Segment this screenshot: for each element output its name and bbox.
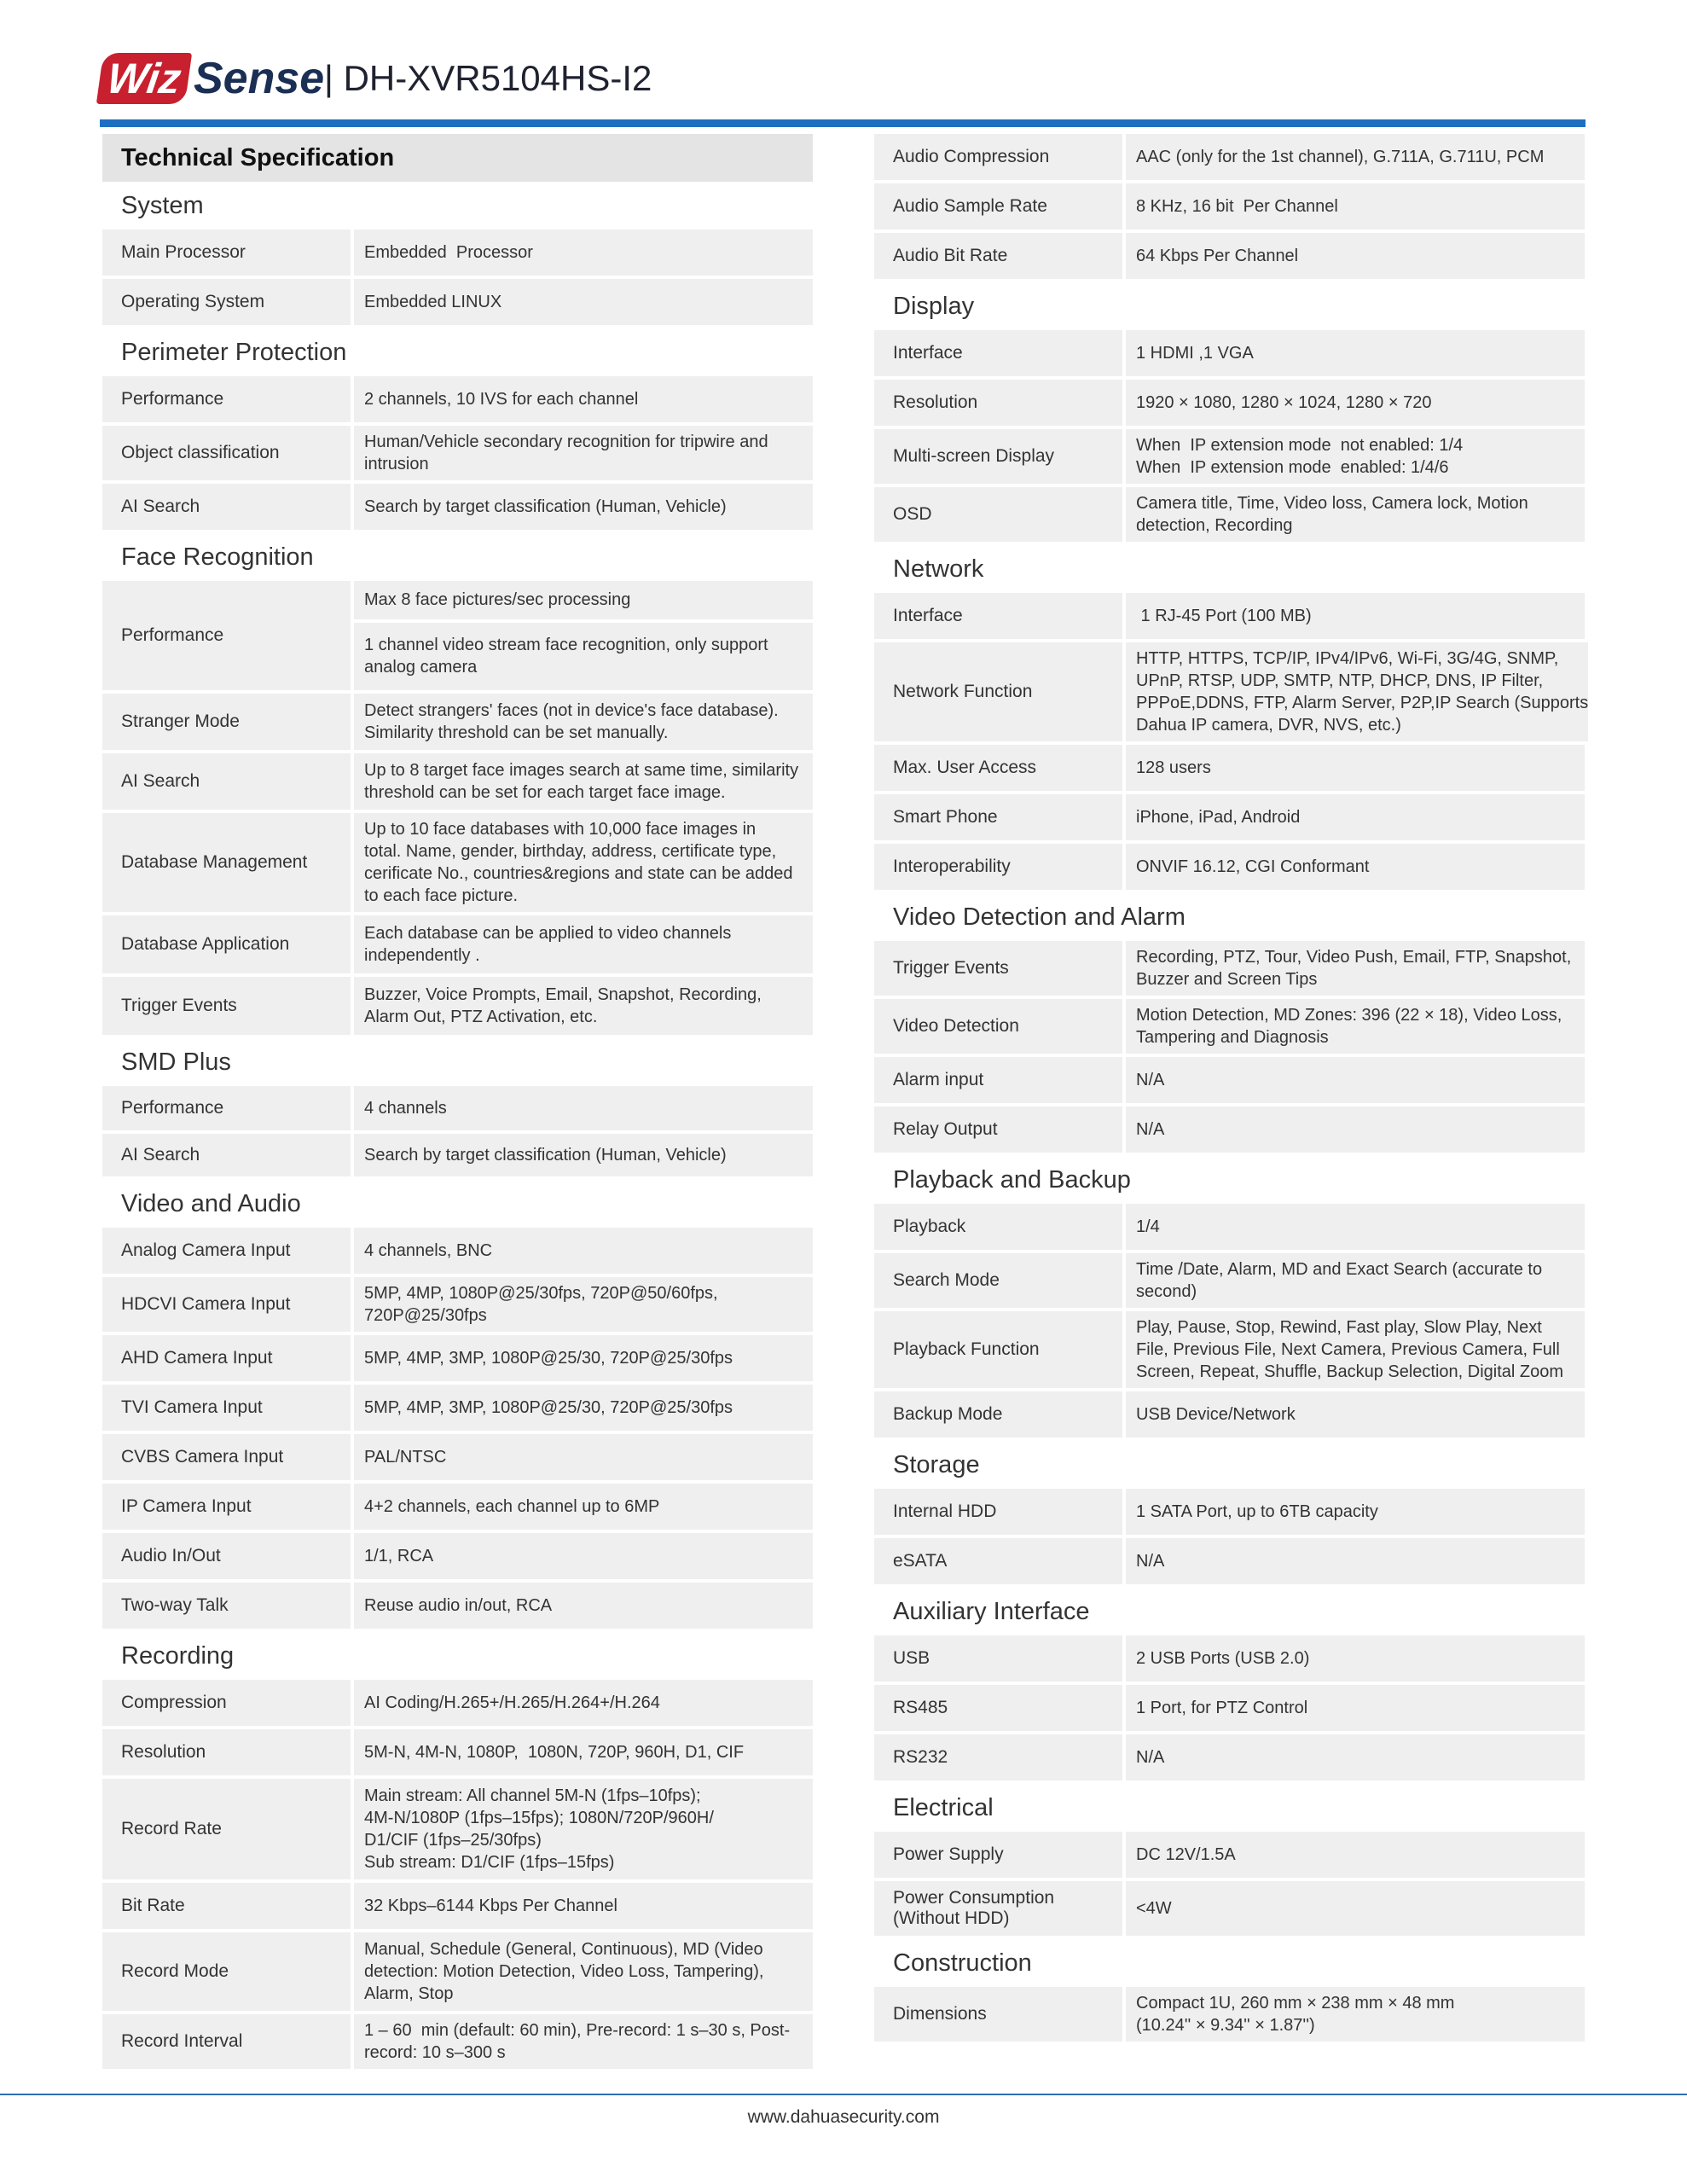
- section-title-auxiliary-interface: Auxiliary Interface: [893, 1598, 1090, 1625]
- spec-value: [1126, 134, 1585, 180]
- spec-row: [874, 183, 1585, 229]
- spec-value: [354, 376, 813, 422]
- spec-value-line: Search by target classification (Human, Vehicle): [364, 1146, 727, 1165]
- spec-label: Dimensions: [874, 1987, 1122, 2042]
- spec-value: [1126, 1311, 1585, 1388]
- spec-value: [1126, 233, 1585, 279]
- section-title-system: System: [121, 192, 204, 219]
- spec-value-line: Embedded LINUX: [364, 293, 502, 311]
- spec-row: [874, 487, 1585, 542]
- spec-row: [102, 1434, 813, 1480]
- spec-label: Alarm input: [874, 1057, 1122, 1103]
- spec-value: [1126, 1685, 1585, 1731]
- spec-value-line: detection: Motion Detection, Video Loss, Tampering),: [364, 1962, 764, 1981]
- spec-value-line: HTTP, HTTPS, TCP/IP, IPv4/IPv6, Wi-Fi, 3G/4G, SNMP,: [1136, 649, 1559, 668]
- spec-value: [1126, 745, 1585, 791]
- spec-value-line: Time /Date, Alarm, MD and Exact Search (accurate to: [1136, 1260, 1543, 1279]
- spec-value-line: 32 Kbps–6144 Kbps Per Channel: [364, 1896, 617, 1915]
- spec-value: [354, 623, 813, 690]
- page-header: [0, 0, 1687, 128]
- spec-value-line: to each face picture.: [364, 886, 519, 905]
- spec-row: [874, 429, 1585, 484]
- spec-label: Search Mode: [874, 1253, 1122, 1308]
- section-title-video-and-audio: Video and Audio: [121, 1190, 301, 1217]
- spec-label: Resolution: [102, 1729, 351, 1775]
- spec-value-line: UPnP, RTSP, UDP, SMTP, NTP, DHCP, DNS, IP Filter,: [1136, 671, 1544, 690]
- spec-row: [102, 1680, 813, 1726]
- spec-value-line: 1920 × 1080, 1280 × 1024, 1280 × 720: [1136, 393, 1432, 412]
- spec-row: [102, 977, 813, 1035]
- spec-value-group: [354, 581, 813, 690]
- spec-value-line: 5M-N, 4M-N, 1080P, 1080N, 720P, 960H, D1, CIF: [364, 1743, 745, 1762]
- spec-row: [874, 999, 1585, 1054]
- spec-label: Internal HDD: [874, 1489, 1122, 1535]
- spec-value: [354, 1385, 813, 1431]
- spec-label: Audio Compression: [874, 134, 1122, 180]
- spec-value: [354, 1335, 813, 1381]
- spec-value-line: intrusion: [364, 455, 429, 473]
- spec-value: [354, 1086, 813, 1130]
- spec-value-line: Recording, PTZ, Tour, Video Push, Email, FTP, Snapshot,: [1136, 948, 1572, 967]
- spec-value: [354, 279, 813, 325]
- spec-value-line: 1 RJ-45 Port (100 MB): [1136, 607, 1312, 625]
- section-title-face-recognition: Face Recognition: [121, 543, 314, 571]
- spec-title: Technical Specification: [102, 134, 813, 182]
- spec-value-line: <4W: [1136, 1899, 1172, 1918]
- spec-value-line: analog camera: [364, 658, 478, 677]
- spec-value-line: Play, Pause, Stop, Rewind, Fast play, Slow Play, Next: [1136, 1318, 1542, 1337]
- spec-row: [102, 426, 813, 480]
- spec-label: Multi-screen Display: [874, 429, 1122, 484]
- spec-value-line: 128 users: [1136, 758, 1211, 777]
- spec-value-line: 5MP, 4MP, 1080P@25/30fps, 720P@50/60fps,: [364, 1284, 718, 1303]
- spec-label: Resolution: [874, 380, 1122, 426]
- spec-label: Video Detection: [874, 999, 1122, 1054]
- right-sections: [874, 134, 1589, 2042]
- spec-value-line: 4 channels: [364, 1099, 447, 1118]
- spec-label: RS485: [874, 1685, 1122, 1731]
- spec-row: [102, 915, 813, 973]
- spec-column-left: [102, 134, 813, 2072]
- spec-value-line: Tampering and Diagnosis: [1136, 1028, 1329, 1047]
- spec-row: [102, 229, 813, 276]
- spec-row: [874, 642, 1589, 741]
- spec-value-line: 1 Port, for PTZ Control: [1136, 1699, 1308, 1717]
- spec-value: [1126, 1987, 1585, 2042]
- spec-value: [354, 694, 813, 750]
- spec-row: [874, 593, 1585, 639]
- spec-value-line: cerificate No., countries&regions and state can be added: [364, 864, 793, 883]
- spec-value-line: Sub stream: D1/CIF (1fps–15fps): [364, 1853, 615, 1872]
- spec-row: [874, 233, 1585, 279]
- spec-value: [354, 229, 813, 276]
- spec-row: [102, 2014, 813, 2069]
- spec-value: [354, 426, 813, 480]
- spec-row: [874, 1685, 1585, 1731]
- spec-value-line: Buzzer, Voice Prompts, Email, Snapshot, Recording,: [364, 985, 762, 1004]
- spec-value: [354, 1883, 813, 1929]
- spec-label: Object classification: [102, 426, 351, 480]
- spec-value-line: N/A: [1136, 1748, 1165, 1767]
- spec-value: [1126, 330, 1585, 376]
- spec-value-line: 1/4: [1136, 1217, 1160, 1236]
- spec-value-line: Main stream: All channel 5M-N (1fps–10fps);: [364, 1786, 701, 1805]
- spec-row: [102, 813, 813, 912]
- footer-url: www.dahuasecurity.com: [747, 2107, 940, 2127]
- spec-label: Analog Camera Input: [102, 1228, 351, 1274]
- spec-label: AI Search: [102, 753, 351, 810]
- spec-value: [1126, 1057, 1585, 1103]
- spec-value: [1126, 1635, 1585, 1682]
- spec-value-line: Alarm Out, PTZ Activation, etc.: [364, 1008, 598, 1026]
- spec-label: TVI Camera Input: [102, 1385, 351, 1431]
- spec-label: Operating System: [102, 279, 351, 325]
- spec-value-line: When IP extension mode enabled: 1/4/6: [1136, 458, 1449, 477]
- spec-row: [874, 1881, 1585, 1936]
- spec-row: [874, 1253, 1585, 1308]
- spec-value-line: Each database can be applied to video channels: [364, 924, 732, 943]
- spec-value-line: iPhone, iPad, Android: [1136, 808, 1301, 827]
- spec-label: Main Processor: [102, 229, 351, 276]
- spec-label: Trigger Events: [102, 977, 351, 1035]
- spec-value-line: D1/CIF (1fps–25/30fps): [364, 1831, 542, 1850]
- spec-value-line: Manual, Schedule (General, Continuous), MD (Video: [364, 1940, 763, 1959]
- spec-value: [354, 2014, 813, 2069]
- spec-value-line: N/A: [1136, 1120, 1165, 1139]
- spec-label: Record Mode: [102, 1932, 351, 2011]
- spec-value-line: When IP extension mode not enabled: 1/4: [1136, 436, 1464, 455]
- spec-label: CVBS Camera Input: [102, 1434, 351, 1480]
- spec-value-line: 1 – 60 min (default: 60 min), Pre-record: 1 s–30 s, Post-: [364, 2021, 791, 2040]
- spec-value: [1126, 844, 1585, 890]
- spec-value: [354, 1533, 813, 1579]
- spec-row: [874, 1107, 1585, 1153]
- spec-value: [1126, 183, 1585, 229]
- section-title-electrical: Electrical: [893, 1794, 994, 1821]
- spec-value-line: detection, Recording: [1136, 516, 1293, 535]
- spec-value-line: Compact 1U, 260 mm × 238 mm × 48 mm: [1136, 1994, 1455, 2013]
- spec-value-line: Max 8 face pictures/sec processing: [364, 590, 631, 610]
- spec-label: Audio In/Out: [102, 1533, 351, 1579]
- header-divider: [100, 119, 1586, 127]
- section-title-playback-and-backup: Playback and Backup: [893, 1166, 1131, 1194]
- spec-label: eSATA: [874, 1538, 1122, 1584]
- spec-value-line: USB Device/Network: [1136, 1405, 1296, 1424]
- spec-value: [354, 1729, 813, 1775]
- spec-label: Power Supply: [874, 1832, 1122, 1878]
- spec-label: Database Application: [102, 915, 351, 973]
- spec-row: [874, 134, 1585, 180]
- spec-row: [874, 1734, 1585, 1780]
- model-title: | DH-XVR5104HS-I2: [324, 58, 652, 98]
- spec-value: [1126, 380, 1585, 426]
- spec-value: [354, 581, 813, 619]
- spec-value-line: 1 channel video stream face recognition, only support: [364, 636, 768, 655]
- spec-row: [874, 794, 1585, 840]
- spec-label: AI Search: [102, 484, 351, 530]
- spec-row: [102, 484, 813, 530]
- spec-value: [354, 1434, 813, 1480]
- spec-row: [102, 1729, 813, 1775]
- spec-row: [102, 1134, 813, 1176]
- spec-value: [354, 1680, 813, 1726]
- spec-value: [1126, 941, 1585, 996]
- section-title-storage: Storage: [893, 1451, 980, 1478]
- spec-row: [102, 694, 813, 750]
- spec-value-line: Up to 10 face databases with 10,000 face images in: [364, 820, 757, 839]
- spec-label: Relay Output: [874, 1107, 1122, 1153]
- spec-value-line: 2 USB Ports (USB 2.0): [1136, 1649, 1310, 1668]
- spec-value: [354, 1484, 813, 1530]
- spec-row: [102, 1484, 813, 1530]
- spec-value-line: 1 HDMI ,1 VGA: [1136, 344, 1254, 363]
- spec-row: [102, 376, 813, 422]
- spec-row: [874, 1489, 1585, 1535]
- spec-value-line: threshold can be set for each target face image.: [364, 783, 726, 802]
- spec-value-line: AAC (only for the 1st channel), G.711A, G.711U, PCM: [1136, 148, 1545, 166]
- spec-label: Compression: [102, 1680, 351, 1726]
- spec-row: [102, 1883, 813, 1929]
- spec-value: [1126, 1489, 1585, 1535]
- spec-value-line: Detect strangers' faces (not in device's face database).: [364, 701, 779, 720]
- spec-value: [354, 1228, 813, 1274]
- spec-row: [102, 581, 813, 690]
- spec-value-line: independently .: [364, 946, 480, 965]
- left-sections: [102, 182, 813, 2069]
- spec-value: [1126, 1881, 1585, 1936]
- spec-value-line: Buzzer and Screen Tips: [1136, 970, 1318, 989]
- spec-row: [102, 279, 813, 325]
- spec-value: [1126, 1734, 1585, 1780]
- spec-value-line: ONVIF 16.12, CGI Conformant: [1136, 857, 1370, 876]
- spec-value-line: N/A: [1136, 1552, 1165, 1571]
- spec-value: [1126, 487, 1585, 542]
- spec-row: [102, 1932, 813, 2011]
- spec-value-line: Motion Detection, MD Zones: 396 (22 × 18), Video Loss,: [1136, 1006, 1562, 1025]
- spec-value-line: Screen, Repeat, Shuffle, Backup Selection, Digital Zoom: [1136, 1362, 1564, 1381]
- spec-value-line: 720P@25/30fps: [364, 1306, 487, 1325]
- section-title-construction: Construction: [893, 1949, 1032, 1977]
- spec-row: [874, 941, 1585, 996]
- spec-row: [874, 380, 1585, 426]
- spec-label: Playback: [874, 1204, 1122, 1250]
- spec-row: [874, 1987, 1585, 2042]
- spec-value: [354, 1779, 813, 1879]
- spec-value: [354, 977, 813, 1035]
- spec-row: [874, 1832, 1585, 1878]
- spec-value-line: 4+2 channels, each channel up to 6MP: [364, 1497, 660, 1516]
- spec-value-line: 64 Kbps Per Channel: [1136, 247, 1299, 265]
- spec-label: Performance: [102, 376, 351, 422]
- spec-value-line: second): [1136, 1282, 1197, 1301]
- spec-value-line: Similarity threshold can be set manually.: [364, 723, 669, 742]
- spec-value-line: Embedded Processor: [364, 243, 533, 262]
- spec-value: [1126, 1832, 1585, 1878]
- spec-value: [354, 484, 813, 530]
- spec-value-line: File, Previous File, Next Camera, Previous Camera, Full: [1136, 1340, 1560, 1359]
- spec-label: OSD: [874, 487, 1122, 542]
- spec-value-line: record: 10 s–300 s: [364, 2043, 506, 2062]
- spec-value: [1126, 642, 1588, 741]
- spec-label: AI Search: [102, 1134, 351, 1176]
- spec-value-line: Dahua IP camera, DVR, NVS, etc.): [1136, 716, 1401, 735]
- spec-row: [874, 330, 1585, 376]
- spec-row: [102, 1385, 813, 1431]
- spec-row: [874, 1391, 1585, 1438]
- spec-value-line: 4 channels, BNC: [364, 1241, 493, 1260]
- spec-value-line: AI Coding/H.265+/H.265/H.264+/H.264: [364, 1693, 660, 1712]
- spec-row: [874, 745, 1585, 791]
- spec-row: [102, 753, 813, 810]
- spec-row: [102, 1779, 813, 1879]
- spec-value: [1126, 1204, 1585, 1250]
- spec-value-line: PAL/NTSC: [364, 1448, 447, 1467]
- spec-value-line: PPPoE,DDNS, FTP, Alarm Server, P2P,IP Search (Supports: [1136, 694, 1589, 712]
- spec-value: [1126, 429, 1585, 484]
- spec-label: Interoperability: [874, 844, 1122, 890]
- spec-row: [874, 1311, 1585, 1388]
- spec-value: [354, 813, 813, 912]
- spec-label: Smart Phone: [874, 794, 1122, 840]
- spec-value: [1126, 593, 1585, 639]
- spec-row: [874, 1538, 1585, 1584]
- spec-label: Backup Mode: [874, 1391, 1122, 1438]
- spec-value: [1126, 1538, 1585, 1584]
- section-title-smd-plus: SMD Plus: [121, 1048, 231, 1076]
- section-title-network: Network: [893, 555, 984, 583]
- spec-row: [102, 1086, 813, 1130]
- spec-label: Network Function: [874, 642, 1122, 741]
- spec-row: [102, 1583, 813, 1629]
- logo-wiz-badge: Wiz: [96, 53, 192, 104]
- spec-value-line: 4M-N/1080P (1fps–15fps); 1080N/720P/960H/: [364, 1809, 714, 1827]
- spec-label: Power Consumption (Without HDD): [874, 1881, 1122, 1936]
- spec-label: Max. User Access: [874, 745, 1122, 791]
- spec-label: Trigger Events: [874, 941, 1122, 996]
- spec-label: Bit Rate: [102, 1883, 351, 1929]
- spec-value-line: Alarm, Stop: [364, 1984, 454, 2003]
- spec-value-line: 1/1, RCA: [364, 1547, 434, 1565]
- spec-value-line: 5MP, 4MP, 3MP, 1080P@25/30, 720P@25/30fps: [364, 1398, 733, 1417]
- spec-label: Record Rate: [102, 1779, 351, 1879]
- spec-value-line: DC 12V/1.5A: [1136, 1845, 1236, 1864]
- spec-value-line: Search by target classification (Human, Vehicle): [364, 497, 727, 516]
- spec-value-line: 2 channels, 10 IVS for each channel: [364, 390, 639, 409]
- spec-label: Playback Function: [874, 1311, 1122, 1388]
- spec-row: [874, 1635, 1585, 1682]
- spec-value-line: 1 SATA Port, up to 6TB capacity: [1136, 1502, 1378, 1521]
- spec-value: [1126, 794, 1585, 840]
- spec-label: Two-way Talk: [102, 1583, 351, 1629]
- spec-value: [1126, 1391, 1585, 1438]
- spec-value: [354, 1277, 813, 1332]
- spec-row: [102, 1335, 813, 1381]
- spec-label: USB: [874, 1635, 1122, 1682]
- spec-value: [1126, 1253, 1585, 1308]
- spec-label: Audio Sample Rate: [874, 183, 1122, 229]
- spec-label: Performance: [102, 1086, 351, 1130]
- spec-label: AHD Camera Input: [102, 1335, 351, 1381]
- section-title-recording: Recording: [121, 1642, 235, 1670]
- spec-value-line: N/A: [1136, 1071, 1165, 1089]
- spec-label: Interface: [874, 330, 1122, 376]
- spec-row: [102, 1228, 813, 1274]
- spec-value: [354, 1932, 813, 2011]
- spec-value-line: total. Name, gender, birthday, address, certificate type,: [364, 842, 777, 861]
- spec-value: [1126, 999, 1585, 1054]
- spec-value: [354, 753, 813, 810]
- spec-row: [874, 844, 1585, 890]
- spec-label: Audio Bit Rate: [874, 233, 1122, 279]
- spec-value-line: 5MP, 4MP, 3MP, 1080P@25/30, 720P@25/30fps: [364, 1349, 733, 1368]
- section-title-display: Display: [893, 293, 975, 320]
- spec-value-line: Up to 8 target face images search at same time, similarity: [364, 761, 799, 780]
- spec-label: Performance: [102, 581, 351, 690]
- section-title-video-detection-and-alarm: Video Detection and Alarm: [893, 903, 1186, 931]
- section-title-perimeter-protection: Perimeter Protection: [121, 339, 347, 366]
- spec-row: [102, 1533, 813, 1579]
- spec-row: [102, 1277, 813, 1332]
- spec-column-right: [874, 134, 1589, 2045]
- spec-value: [1126, 1107, 1585, 1153]
- spec-value-line: Camera title, Time, Video loss, Camera lock, Motion: [1136, 494, 1528, 513]
- spec-value: [354, 1583, 813, 1629]
- spec-label: Interface: [874, 593, 1122, 639]
- spec-value-line: Reuse audio in/out, RCA: [364, 1596, 553, 1615]
- spec-label: HDCVI Camera Input: [102, 1277, 351, 1332]
- spec-label: Stranger Mode: [102, 694, 351, 750]
- spec-value: [354, 915, 813, 973]
- footer-divider: [0, 2094, 1687, 2095]
- spec-value-line: Human/Vehicle secondary recognition for tripwire and: [364, 433, 768, 451]
- spec-row: [874, 1057, 1585, 1103]
- spec-label: Record Interval: [102, 2014, 351, 2069]
- logo-sense-text: Sense: [194, 54, 325, 103]
- spec-value-line: 8 KHz, 16 bit Per Channel: [1136, 197, 1338, 216]
- spec-label: IP Camera Input: [102, 1484, 351, 1530]
- spec-label: Database Management: [102, 813, 351, 912]
- spec-value: [354, 1134, 813, 1176]
- spec-row: [874, 1204, 1585, 1250]
- spec-label: RS232: [874, 1734, 1122, 1780]
- spec-value-line: (10.24'' × 9.34'' × 1.87''): [1136, 2016, 1315, 2035]
